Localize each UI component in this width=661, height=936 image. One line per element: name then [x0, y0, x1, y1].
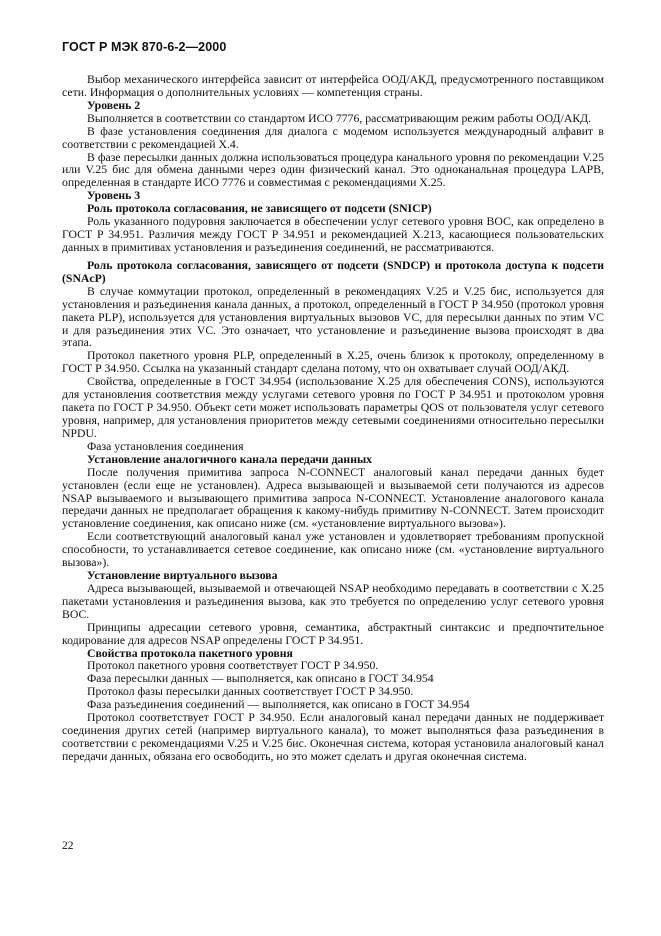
section-heading: Уровень 2 — [87, 98, 141, 112]
body-paragraph: Если соответствующий аналоговый канал уже установлен и удовлетворяет требованиям пропускной способности, то устанавливается сетевое соединение, как описано ниже (см. «установление виртуального вызова»). — [62, 530, 604, 570]
body-paragraph: В случае коммутации протокол, определенный в рекомендациях V.25 и V.25 бис, используется для установления и разъединения канала данных, а протокол, определенный в ГОСТ Р 34.950 (протокол уровня пакета PLP), используется для установления виртуальных вызовов VC, для пересылки данных по этим VC и для разъединения этих VC. Это означает, что установление и разъединение вызова происходят в два этапа. — [62, 284, 604, 350]
body-paragraph: Принципы адресации сетевого уровня, семантика, абстрактный синтаксис и предпочтительное кодирование для адресов NSAP определены ГОСТ Р 34.951. — [62, 620, 604, 647]
body-paragraph: Роль указанного подуровня заключается в обеспечении услуг сетевого уровня ВОС, как определено в ГОСТ Р 34.951. Различия между ГОСТ Р 34.951 и рекомендацией Х.213, касающиеся пользовательских данных в примитивах установления и разъединения соединений, не рассматриваются. — [62, 215, 604, 254]
body-paragraph: Протокол пакетного уровня соответствует ГОСТ Р 34.950. — [87, 659, 379, 673]
body-paragraph: В фазе пересылки данных должна использоваться процедура канального уровня по рекомендации V.25 или V.25 бис для обмена данными через один физический канал. Это одноканальная процедура LAPB, определенная в стандарте ИСО 7776 и совместимая с рекомендациями Х.25. — [62, 150, 604, 190]
body-paragraph: Протокол пакетного уровня PLP, определенный в Х.25, очень близок к протоколу, определенному в ГОСТ Р 34.950. Ссылка на указанный стандарт сделана потому, что он охватывает случай ООД/АКД. — [62, 349, 604, 376]
section-heading: Установление аналогичного канала передачи данных — [87, 452, 373, 466]
body-paragraph: Протокол фазы пересылки данных соответствует ГОСТ Р 34.950. — [87, 685, 414, 699]
section-heading: Роль протокола согласования, не зависящего от подсети (SNICP) — [87, 202, 432, 216]
section-heading: Установление виртуального вызова — [87, 569, 278, 583]
body-paragraph: Выбор механического интерфейса зависит от интерфейса ООД/АКД, предусмотренного поставщиком сети. Информация о дополнительных условиях — компетенция страны. — [62, 73, 604, 99]
body-paragraph: В фазе установления соединения для диалога с модемом используется международный алфавит в соответствии с рекомендацией Х.4. — [62, 124, 604, 151]
document-body — [62, 74, 604, 764]
section-heading: Уровень 3 — [87, 189, 141, 203]
section-heading: Свойства протокола пакетного уровня — [87, 646, 293, 660]
document-header: ГОСТ Р МЭК 870-6-2—2000 — [62, 40, 227, 54]
body-paragraph: Фаза разъединения соединений — выполняется, как описано в ГОСТ 34.954 — [87, 698, 470, 712]
page-number: 22 — [62, 840, 74, 852]
body-paragraph: Фаза пересылки данных — выполняется, как описано в ГОСТ 34.954 — [87, 672, 434, 686]
body-paragraph: Адреса вызывающей, вызываемой и отвечающей NSAP необходимо передавать в соответствии с Х.25 пакетами установления и разъединения вызова, как это требуется по определению услуг сетевого уровня ВОС. — [62, 581, 604, 621]
body-paragraph: Свойства, определенные в ГОСТ 34.954 (использование Х.25 для обеспечения CONS), используются для установления соответствия между услугами сетевого уровня по ГОСТ Р 34.951 и протоколом уровня пакета по ГОСТ Р 34.950. Объект сети может использовать параметры QOS от пользователя услуг сетевого уровня, например, для установления приоритетов между сетевыми соединениями относительно пересылки NPDU. — [62, 375, 604, 440]
section-heading: Роль протокола согласования, зависящего от подсети (SNDCP) и протокола доступа к подсети (SNAcP) — [62, 258, 604, 285]
body-paragraph: Фаза установления соединения — [87, 439, 244, 453]
body-paragraph: Выполняется в соответствии со стандартом ИСО 7776, рассматривающим режим работы ООД/АКД. — [87, 111, 592, 125]
body-paragraph: После получения примитива запроса N-CONNECT аналоговый канал передачи данных будет установлен (если еще не установлен). Адреса вызывающей и вызываемой сети получаются из адресов NSAP вызываемого и вызывающего примитива запроса N-CONNECT. Установление аналогового канала передачи данных не предполагает обращения к какому-нибудь примитиву N-CONNECT. Затем происходит установление соединения, как описано ниже (см. «установление виртуального вызова»). — [62, 465, 604, 531]
body-paragraph: Протокол соответствует ГОСТ Р 34.950. Если аналоговый канал передачи данных не поддерживает соединения других сетей (например виртуального канала), то может выполняться фаза разъединения в соответствии с рекомендациями V.25 и V.25 бис. Оконечная система, которая установила аналоговый канал передачи данных, обязана его освободить, но это может сделать и другая оконечная система. — [62, 711, 604, 763]
